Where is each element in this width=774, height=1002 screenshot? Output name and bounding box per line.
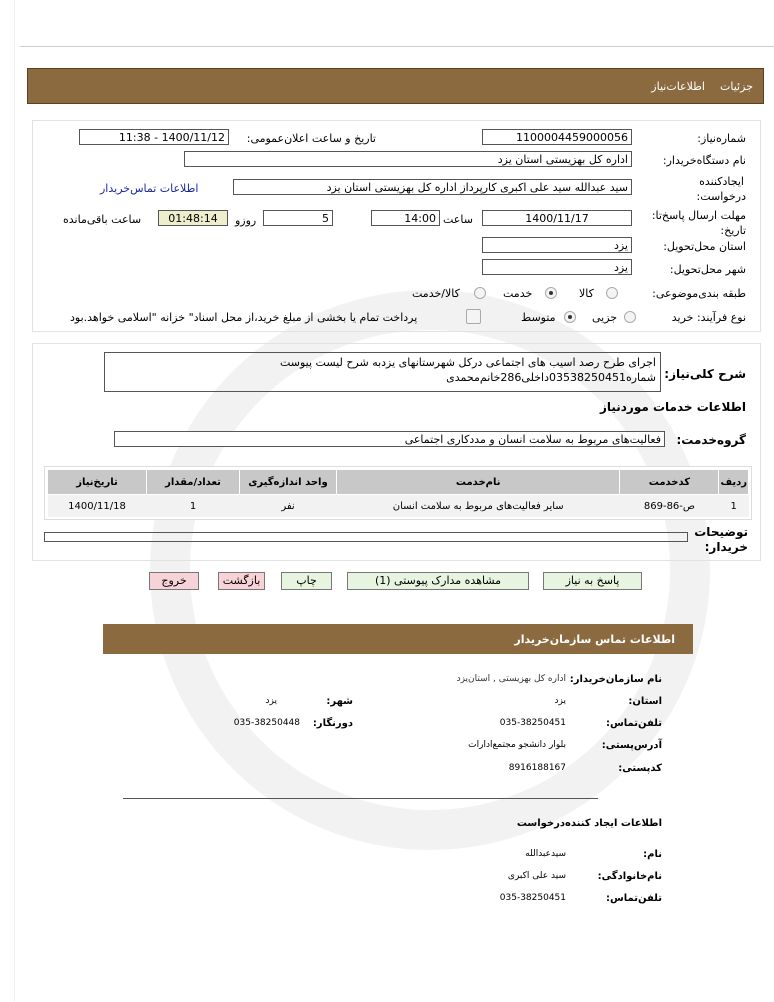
creator-label-2: درخواست: <box>696 190 746 203</box>
province-field[interactable]: یزد <box>482 237 632 253</box>
buyer-org-label: نام دستگاه‌خریدار: <box>662 154 746 167</box>
process-option-medium: متوسط <box>521 311 556 324</box>
org-label: نام سازمان‌خریدار: <box>569 674 662 685</box>
col-unit: واحد اندازه‌گیری <box>240 470 337 495</box>
fax-label: دورنگار: <box>312 718 353 729</box>
days-label: روزو <box>235 214 257 227</box>
need-number-field[interactable]: 1100004459000056 <box>482 129 632 145</box>
service-group-label: گروه‌خدمت: <box>676 433 746 447</box>
back-button[interactable]: بازگشت <box>218 572 265 590</box>
buyer-notes-label-2: خریدار: <box>704 540 748 554</box>
table-row <box>48 495 749 518</box>
top-divider <box>20 46 774 47</box>
description-line-1: اجرای طرح رصد اسیب های اجتماعی درکل شهرستانهای یزدبه شرح لیست پیوست <box>279 356 656 369</box>
cell-qty: 1 <box>147 495 240 518</box>
city-value: یزد <box>265 696 277 706</box>
buyer-notes-field[interactable] <box>44 532 688 542</box>
buyer-org-field[interactable]: اداره کل بهزیستی استان یزد <box>184 151 632 167</box>
days-field[interactable]: 5 <box>263 210 333 226</box>
section-divider <box>123 798 598 799</box>
category-radio-goods[interactable] <box>606 287 618 299</box>
category-option-goods-service: کالا/خدمت <box>412 287 460 300</box>
creator-phone-label: تلفن‌تماس: <box>605 893 662 904</box>
col-row: ردیف <box>719 470 749 495</box>
services-table <box>47 469 749 517</box>
category-option-service: خدمت <box>503 287 533 300</box>
deadline-label-2: تاریخ: <box>720 224 746 237</box>
creator-label: ایجادکننده <box>699 175 744 188</box>
address-label: آدرس‌پستی: <box>601 740 662 751</box>
announce-field[interactable]: 1400/11/12 - 11:38 <box>79 129 229 145</box>
contact-header <box>103 624 693 654</box>
category-option-goods: کالا <box>579 287 594 300</box>
print-button[interactable]: چاپ <box>281 572 332 590</box>
deadline-date-field[interactable]: 1400/11/17 <box>482 210 632 226</box>
header-bar <box>27 68 764 104</box>
contact-title: اطلاعات تماس سازمان‌خریدار <box>514 633 675 646</box>
process-label: نوع فرآیند: خرید <box>671 311 746 324</box>
buyer-notes-label: توضیحات <box>694 525 748 539</box>
creator-field[interactable]: سید عبدالله سید علی اکبری کارپرداز اداره کل بهزیستی استان یزد <box>233 179 632 195</box>
description-label: شرح کلی‌نیاز: <box>664 367 746 381</box>
payment-checkbox[interactable] <box>466 309 481 324</box>
announce-label: تاریخ و ساعت اعلان‌عمومی: <box>246 132 376 145</box>
col-qty: تعداد/مقدار <box>147 470 240 495</box>
cell-unit: نفر <box>240 495 337 518</box>
services-table-wrap <box>44 466 752 520</box>
fax-value: 035-38250448 <box>233 718 300 728</box>
need-number-label: شماره‌نیاز: <box>697 132 746 145</box>
attachments-button[interactable]: مشاهده مدارک پیوستی (1) <box>347 572 529 590</box>
province-value: یزد <box>554 696 566 706</box>
category-label: طبقه بندی‌موضوعی: <box>652 287 746 300</box>
city-label: شهر: <box>326 696 353 707</box>
city-label: شهر محل‌تحویل: <box>669 263 746 276</box>
process-radio-minor[interactable] <box>624 311 636 323</box>
phone-value: 035-38250451 <box>499 718 566 728</box>
remaining-time-field: 01:48:14 <box>158 210 228 226</box>
category-radio-service[interactable] <box>545 287 557 299</box>
description-field[interactable] <box>104 352 661 392</box>
province-label: استان: <box>628 696 662 707</box>
postal-value: 8916188167 <box>508 763 566 773</box>
table-header <box>48 470 749 495</box>
payment-note: پرداخت تمام یا بخشی از مبلغ خرید،از محل اسناد" خزانه "اسلامی خواهد.بود <box>70 311 418 324</box>
creator-phone-value: 035-38250451 <box>499 893 566 903</box>
cell-row: 1 <box>719 495 749 518</box>
col-code: کدخدمت <box>620 470 719 495</box>
province-label: استان محل‌تحویل: <box>663 240 746 253</box>
services-title: اطلاعات خدمات موردنیاز <box>599 400 746 414</box>
process-option-minor: جزیی <box>592 311 618 324</box>
cell-date: 1400/11/18 <box>48 495 147 518</box>
deadline-time-field[interactable]: 14:00 <box>371 210 440 226</box>
cell-code: ص-86-869 <box>620 495 719 518</box>
cell-name: سایر فعالیت‌های مربوط به سلامت انسان <box>337 495 620 518</box>
category-radio-goods-service[interactable] <box>474 287 486 299</box>
reply-button[interactable]: پاسخ به نیاز <box>543 572 642 590</box>
creator-family-label: نام‌خانوادگی: <box>597 871 662 882</box>
col-date: تاریخ‌نیاز <box>48 470 147 495</box>
buyer-contact-link[interactable]: اطلاعات تماس‌خریدار <box>100 182 199 195</box>
tab-need-info[interactable]: اطلاعات‌نیاز <box>651 80 705 93</box>
creator-name-value: سیدعبدالله <box>525 849 566 859</box>
creator-family-value: سید علی اکبری <box>507 871 566 881</box>
postal-label: کدپستی: <box>618 763 662 774</box>
time-label: ساعت <box>443 213 473 226</box>
col-name: نام‌خدمت <box>337 470 620 495</box>
org-value: اداره کل بهزیستی , استان‌یزد <box>456 674 566 684</box>
exit-button[interactable]: خروج <box>149 572 199 590</box>
creator-name-label: نام: <box>643 849 662 860</box>
left-border <box>14 0 15 1002</box>
phone-label: تلفن‌تماس: <box>605 718 662 729</box>
city-field[interactable]: یزد <box>482 259 632 275</box>
process-radio-medium[interactable] <box>564 311 576 323</box>
remaining-label: ساعت باقی‌مانده <box>63 213 142 226</box>
creator-title: اطلاعات ایجاد کننده‌درخواست <box>516 818 662 829</box>
service-group-field[interactable]: فعالیت‌های مربوط به سلامت انسان و مددکاری اجتماعی <box>114 431 665 447</box>
address-value: بلوار دانشجو مجتمع‌ادارات <box>468 740 566 750</box>
deadline-label: مهلت ارسال پاسخ‌تا: <box>651 209 746 222</box>
tab-details[interactable]: جزئیات <box>720 80 753 93</box>
description-line-2: شماره03538250451داخلی286خانم‌محمدی <box>446 371 656 384</box>
